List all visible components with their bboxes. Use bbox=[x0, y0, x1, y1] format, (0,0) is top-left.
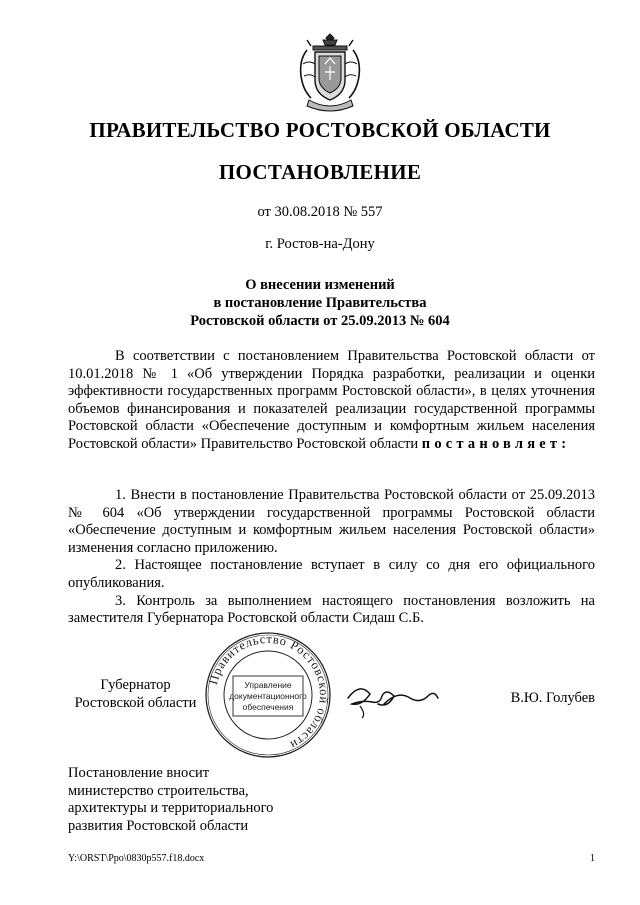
preamble-block bbox=[68, 348, 595, 454]
stamp-inner-line: Управление bbox=[244, 680, 292, 690]
file-path: Y:\ORST\Ppo\0830p557.f18.docx bbox=[68, 853, 205, 864]
note-line: архитектуры и территориального bbox=[68, 800, 274, 816]
subject-line: в постановление Правительства bbox=[213, 295, 427, 311]
government-name: ПРАВИТЕЛЬСТВО РОСТОВСКОЙ ОБЛАСТИ bbox=[89, 118, 551, 142]
resolution-item-3: 3. Контроль за выполнением настоящего постановления возложить на заместителя Губернатора Ростовской области Сидаш С.Б. bbox=[68, 592, 595, 627]
signatory-name: В.Ю. Голубев bbox=[510, 690, 595, 706]
place-of-issue: г. Ростов-на-Дону bbox=[265, 236, 375, 252]
stamp-inner-line: документационного bbox=[229, 691, 307, 701]
resolution-item-2: 2. Настоящее постановление вступает в силу со дня его официального опубликования. bbox=[68, 557, 595, 591]
handwritten-signature bbox=[340, 676, 460, 721]
subject-line: Ростовской области от 25.09.2013 № 604 bbox=[190, 313, 450, 329]
resolves-word: постановляет: bbox=[421, 435, 571, 452]
coat-of-arms-icon bbox=[295, 30, 365, 115]
official-stamp bbox=[203, 630, 333, 760]
date-number: от 30.08.2018 № 557 bbox=[257, 204, 383, 220]
signatory-title-line: Губернатор bbox=[100, 677, 171, 693]
subject-line: О внесении изменений bbox=[245, 277, 395, 293]
page-number: 1 bbox=[590, 853, 595, 864]
document-type: ПОСТАНОВЛЕНИЕ bbox=[218, 160, 422, 184]
resolution-item-1: 1. Внести в постановление Правительства Ростовской области от 25.09.2013 № 604 «Об утверждении государственной программы Ростовской области «Обеспечение доступным и комфортным жильем населения Ростовской области» изменения согласно приложению. bbox=[68, 487, 595, 556]
signatory-title bbox=[68, 676, 203, 712]
note-line: министерство строительства, bbox=[68, 782, 249, 799]
document-subject bbox=[0, 276, 640, 330]
resolution-items bbox=[68, 487, 595, 628]
note-line: Постановление вносит bbox=[68, 765, 210, 781]
preamble-text: В соответствии с постановлением Правительства Ростовской области от 10.01.2018 № 1 «Об утверждении Порядка разработки, реализации и оценки эффективности государственных программ Ростовской области», в целях уточнения объемов финансирования и показателей реализации государственной программы Ростовской области «Обеспечение доступным и комфортным жильем населения Ростовской области» Правительство Ростовской области bbox=[68, 348, 595, 452]
stamp-outer-text: Правительство Ростовской области bbox=[206, 631, 332, 753]
stamp-inner-line: обеспечения bbox=[242, 702, 294, 712]
note-line: развития Ростовской области bbox=[68, 817, 249, 834]
submitted-by-note bbox=[68, 765, 273, 835]
signatory-title-line: Ростовской области bbox=[74, 695, 197, 711]
